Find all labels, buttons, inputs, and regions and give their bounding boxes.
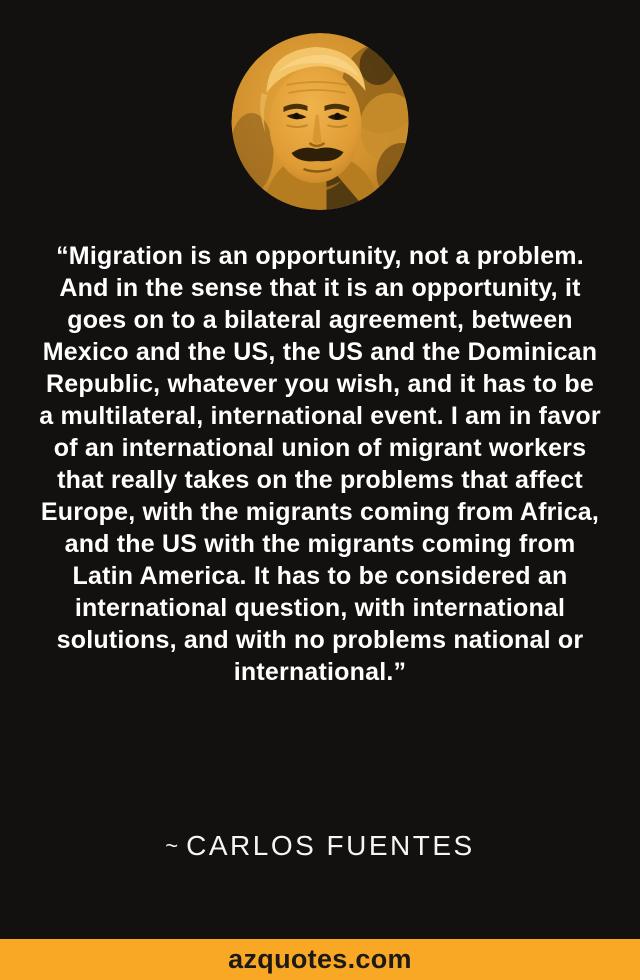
author-name: CARLOS FUENTES bbox=[186, 830, 475, 861]
site-footer[interactable] bbox=[0, 939, 640, 980]
quote-text: “Migration is an opportunity, not a problem. And in the sense that it is an opportunity, it goes on to a bilateral agreement, between Mexico and the US, the US and the Dominican Republic, whatever you wish, and it has to be a multilateral, international event. I am in favor of an international union of migrant workers that really takes on the problems that affect Europe, with the migrants coming from Africa, and the US with the migrants coming from Latin America. It has to be considered an international question, with international solutions, and with no problems national or international.” bbox=[39, 242, 601, 686]
tilde-prefix: ~ bbox=[165, 833, 180, 858]
quote-attribution bbox=[0, 830, 640, 862]
site-name[interactable]: azquotes.com bbox=[228, 944, 412, 974]
author-portrait-image bbox=[232, 33, 409, 210]
author-portrait bbox=[232, 33, 409, 210]
